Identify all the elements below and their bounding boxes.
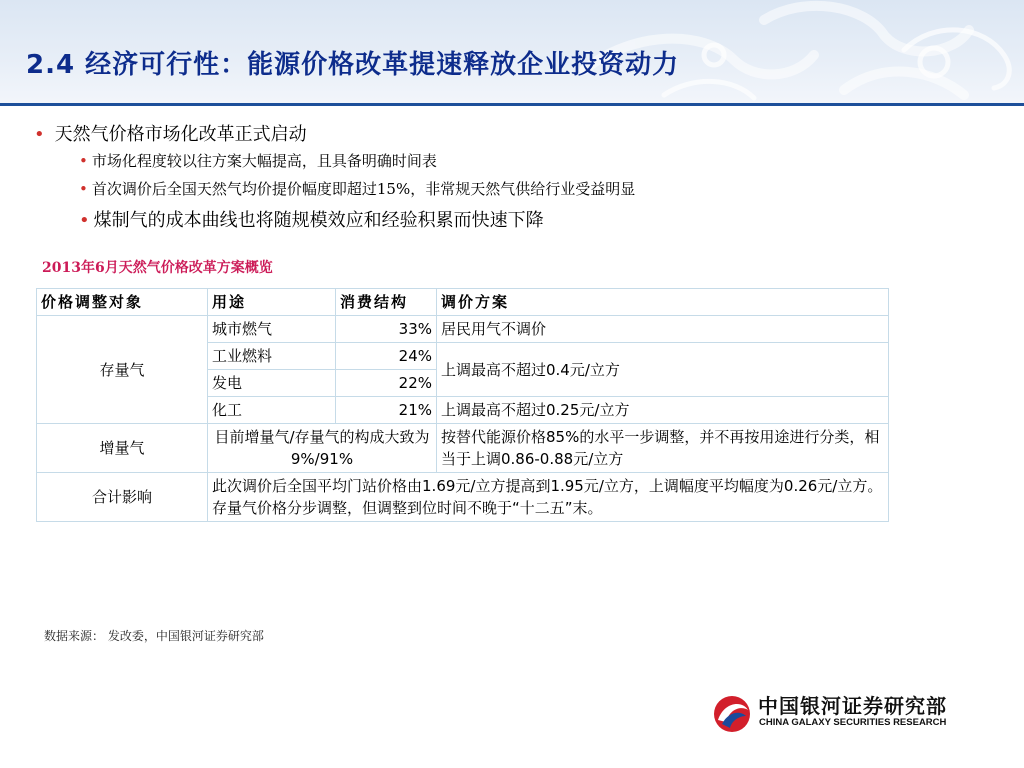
table-caption: 2013年6月天然气价格改革方案概览 (42, 260, 273, 276)
table-header-row (37, 289, 889, 316)
plan-cell: 上调最高不超过0.25元/立方 (437, 397, 889, 424)
incremental-structure: 目前增量气/存量气的构成大致为9%/91% (208, 424, 437, 473)
use-cell: 化工 (208, 397, 336, 424)
incremental-plan: 按替代能源价格85%的水平一步调整，并不再按用途进行分类，相当于上调0.86-0.88元/立方 (437, 424, 889, 473)
bullet-dot-icon: • (34, 124, 45, 145)
header-plan: 调价方案 (437, 289, 889, 316)
total-impact-line-1: 此次调价后全国平均门站价格由1.69元/立方提高到1.95元/立方，上调幅度平均幅度为0.26元/立方。 (212, 477, 883, 495)
share-cell: 22% (336, 370, 437, 397)
header-adjust-target: 价格调整对象 (37, 289, 208, 316)
header-consumption: 消费结构 (336, 289, 437, 316)
bullet-sub-1-text: 市场化程度较以往方案大幅提高，且具备明确时间表 (91, 152, 437, 170)
slide-header (0, 0, 1024, 106)
bullet-dot-icon: • (79, 152, 88, 170)
price-reform-table (36, 288, 889, 522)
total-impact-text (208, 473, 889, 522)
galaxy-logo-icon (712, 694, 752, 734)
total-impact-line-2: 存量气价格分步调整，但调整到位时间不晚于“十二五”末。 (212, 499, 603, 517)
use-cell: 发电 (208, 370, 336, 397)
incremental-gas-label: 增量气 (37, 424, 208, 473)
table-row (37, 473, 889, 522)
share-cell: 24% (336, 343, 437, 370)
bullet-sub-3-text: 煤制气的成本曲线也将随规模效应和经验积累而快速下降 (93, 210, 544, 231)
bullet-sub-3 (79, 206, 544, 232)
data-source-note: 数据来源： 发改委，中国银河证券研究部 (44, 629, 264, 643)
stock-gas-label: 存量气 (37, 316, 208, 424)
logo-chinese-name: 中国银河证券研究部 (758, 694, 947, 718)
bullet-dot-icon: • (79, 210, 90, 231)
bullet-sub-2 (79, 178, 635, 199)
share-cell: 21% (336, 397, 437, 424)
use-cell: 工业燃料 (208, 343, 336, 370)
bullet-dot-icon: • (79, 180, 88, 198)
use-cell: 城市燃气 (208, 316, 336, 343)
logo-english-name: CHINA GALAXY SECURITIES RESEARCH (759, 717, 947, 728)
table-row (37, 424, 889, 473)
table-row (37, 316, 889, 343)
bullet-main-text: 天然气价格市场化改革正式启动 (54, 124, 307, 145)
total-impact-label: 合计影响 (37, 473, 208, 522)
company-logo (712, 690, 982, 736)
header-use: 用途 (208, 289, 336, 316)
plan-cell: 居民用气不调价 (437, 316, 889, 343)
share-cell: 33% (336, 316, 437, 343)
bullet-main (34, 120, 307, 146)
plan-cell-merged: 上调最高不超过0.4元/立方 (437, 343, 889, 397)
slide-title: 2.4 经济可行性：能源价格改革提速释放企业投资动力 (26, 50, 680, 80)
bullet-sub-2-text: 首次调价后全国天然气均价提价幅度即超过15%，非常规天然气供给行业受益明显 (91, 180, 636, 198)
bullet-sub-1 (79, 150, 437, 171)
header-rule (0, 103, 1024, 106)
